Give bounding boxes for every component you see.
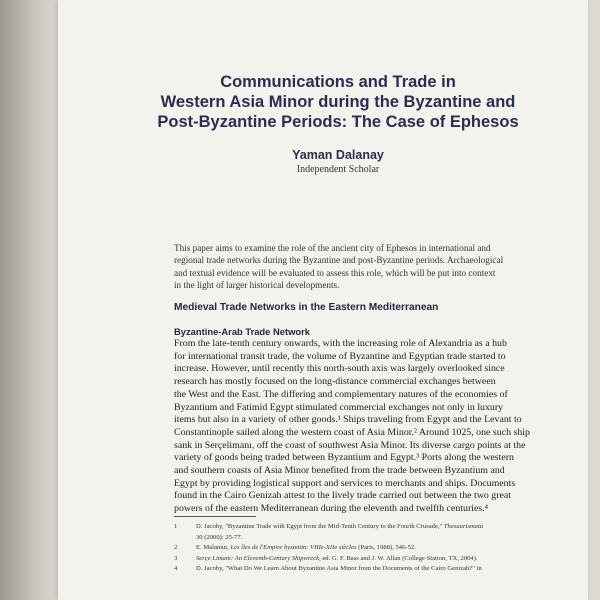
body-line: items but also in a variety of other goods.¹ Ships traveling from Egypt and the Levant to <box>174 414 522 426</box>
footnote-text: E. Malamut, <box>196 544 231 551</box>
section-heading: Medieval Trade Networks in the Eastern Mediterranean <box>174 302 439 313</box>
footnotes <box>174 522 546 575</box>
body-line: Byzantium and Fatimid Egypt stimulated commercial exchanges not only in luxury <box>174 401 504 413</box>
footnote-text: D. Jacoby, "What Do We Learn About Byzantine Asia Minor from the Documents of the Cairo Genizah?" in <box>196 565 482 572</box>
footnote-number <box>174 533 196 544</box>
abstract-line: and textual evidence will be evaluated to assess this role, which will be put into context <box>174 267 496 278</box>
body-line: for international transit trade, the volume of Byzantine and Egyptian trade started to <box>174 350 506 362</box>
author-affiliation: Independent Scholar <box>296 164 380 175</box>
footnote-text: D. Jacoby, "Byzantine Trade with Egypt from the Mid-Tenth Century to the Fourth Crusade," <box>196 523 444 530</box>
title-line: Communications and Trade in <box>220 73 456 91</box>
footnote-number: 4 <box>174 565 178 572</box>
body-line: variety of goods being traded between Byzantium and Egypt.³ Ports along the western <box>174 452 514 464</box>
body-line: Egypt by providing logistical support and services to merchants and ships. Documents <box>174 477 516 489</box>
footnote-number: 2 <box>174 544 178 551</box>
abstract <box>174 242 546 292</box>
body-line: powers of the eastern Mediterranean during the eleventh and twelfth centuries.⁴ <box>174 503 489 515</box>
abstract-line: in the light of larger historical developments. <box>174 280 340 291</box>
footnote-italic: Les îles de l'Empire byzantin: VIIIe-XIIe siècles <box>230 544 357 551</box>
body-line: From the late-tenth century onwards, with the increasing role of Alexandria as a hub <box>174 338 507 349</box>
footnote-italic: Thesaurismata <box>443 523 484 530</box>
body-line: and southern coasts of Asia Minor benefited from the trade between Byzantium and <box>174 465 505 477</box>
body-line: the West and the East. The differing and complementary natures of the economies of <box>174 388 508 400</box>
body-line: found in the Cairo Genizah attest to the lively trade carried out between the two great <box>174 490 511 502</box>
body-line: sank in Serçelimanı, off the coast of southwest Asia Minor. Its diverse cargo points at the <box>174 439 526 451</box>
body-line: research has mostly focused on the long-distance commercial exchanges between <box>174 376 496 388</box>
footnote <box>174 522 546 533</box>
footnote-italic: Serçe Limanı: An Eleventh-Century Shipwreck <box>196 554 320 562</box>
footnote-number: 3 <box>174 554 178 562</box>
title-line: Western Asia Minor during the Byzantine and <box>160 93 516 111</box>
abstract-line: regional trade networks during the Byzantine and post-Byzantine periods. Archaeological <box>174 255 504 266</box>
title-line: Post-Byzantine Periods: The Case of Ephesos <box>157 113 519 131</box>
article-title <box>58 72 600 132</box>
footnote-text: , ed. G. F. Bass and J. W. Allan (College Station, TX, 2004). <box>319 554 478 562</box>
body-text <box>174 338 546 516</box>
footnote <box>174 564 546 575</box>
subsection-heading: Byzantine-Arab Trade Network <box>174 326 310 337</box>
abstract-line: This paper aims to examine the role of the ancient city of Ephesos in international and <box>174 243 491 253</box>
book-page <box>58 0 588 600</box>
footnote <box>174 533 546 544</box>
footnote-divider <box>174 516 256 517</box>
footnote-number: 1 <box>174 523 178 530</box>
footnote-text: 30 (2000): 25-77. <box>196 533 243 541</box>
book-gutter <box>0 0 58 600</box>
body-line: increase. However, until recently this north-south axis was largely overlooked since <box>174 363 505 375</box>
author-name: Yaman Dalanay <box>292 148 384 162</box>
body-line: Constantinople sailed along the western coast of Asia Minor.² Around 1025, one such ship <box>174 426 530 438</box>
footnote-text: (Paris, 1988), 546-52. <box>356 544 416 551</box>
footnote <box>174 543 546 554</box>
footnote <box>174 554 546 565</box>
